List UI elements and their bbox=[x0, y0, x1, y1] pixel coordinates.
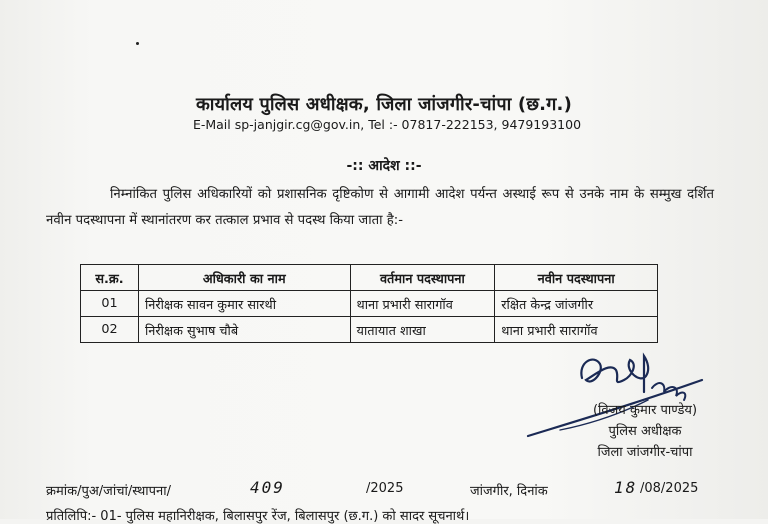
reference-number-label: क्रमांक/पुअ/जांचां/स्थापना/ bbox=[46, 484, 172, 499]
header-current-posting: वर्तमान पदस्थापना bbox=[350, 265, 495, 291]
officer-name-cell: निरीक्षक सुभाष चौबे bbox=[138, 317, 350, 343]
new-posting-cell: थाना प्रभारी सारागॉव bbox=[495, 317, 658, 343]
transfer-table bbox=[80, 264, 658, 343]
signatory-name: (विजय कुमार पाण्डेय) bbox=[592, 403, 698, 418]
signatory-district: जिला जांजगीर-चांपा bbox=[597, 445, 693, 460]
serial-cell: 01 bbox=[81, 291, 139, 317]
ink-dot bbox=[136, 42, 139, 45]
order-heading: -:: आदेश ::- bbox=[346, 158, 422, 174]
reference-year: /2025 bbox=[366, 481, 404, 496]
officer-name-cell: निरीक्षक सावन कुमार सारथी bbox=[138, 291, 350, 317]
office-title: कार्यालय पुलिस अधीक्षक, जिला जांजगीर-चांपा (छ.ग.) bbox=[195, 94, 573, 115]
contact-line: E-Mail sp-janjgir.cg@gov.in, Tel :- 07817-222153, 9479193100 bbox=[192, 117, 582, 132]
header-new-posting: नवीन पदस्थापना bbox=[495, 265, 658, 291]
table-header-row bbox=[81, 265, 658, 291]
new-posting-cell: रक्षित केन्द्र जांजगीर bbox=[495, 291, 658, 317]
date-rest: /08/2025 bbox=[640, 481, 699, 496]
order-paragraph-text: निम्नांकित पुलिस अधिकारियों को प्रशासनिक दृष्टिकोण से आगामी आदेश पर्यन्त अस्थाई रूप से उनके नाम के सम्मुख दर्शित नवीन पदस्थापना में स्थानांतरण कर तत्काल प्रभाव से पदस्थ किया जाता है:- bbox=[46, 187, 714, 228]
header-officer-name: अधिकारी का नाम bbox=[138, 265, 350, 291]
order-paragraph bbox=[46, 182, 714, 234]
serial-cell: 02 bbox=[81, 317, 139, 343]
table-row bbox=[81, 291, 658, 317]
date-label: जांजगीर, दिनांक bbox=[470, 484, 548, 499]
current-posting-cell: यातायात शाखा bbox=[350, 317, 495, 343]
table-row bbox=[81, 317, 658, 343]
date-day: 18 bbox=[614, 478, 638, 497]
signatory-designation: पुलिस अधीक्षक bbox=[608, 424, 682, 439]
signatory-block bbox=[560, 400, 730, 463]
reference-number-value: 409 bbox=[250, 478, 285, 497]
copy-line: प्रतिलिपि:- 01- पुलिस महानिरीक्षक, बिलासपुर रेंज, बिलासपुर (छ.ग.) को सादर सूचनार्थ। bbox=[46, 509, 470, 524]
current-posting-cell: थाना प्रभारी सारागॉव bbox=[350, 291, 495, 317]
header-serial: स.क्र. bbox=[81, 265, 139, 291]
